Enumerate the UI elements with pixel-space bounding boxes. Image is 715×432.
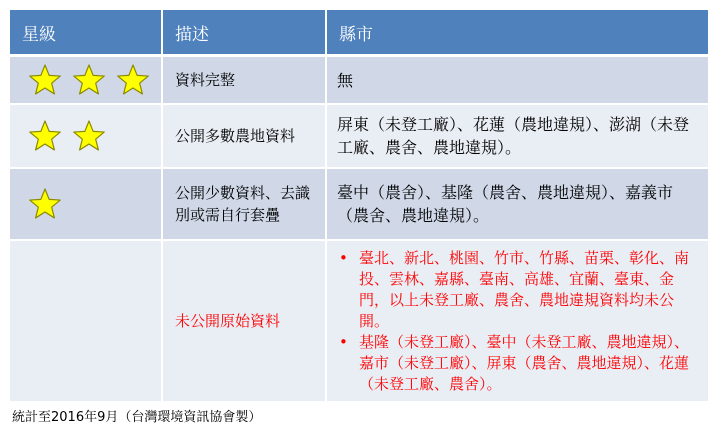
header-county-city: 縣市 <box>326 10 708 56</box>
description-cell: 公開多數農地資料 <box>162 104 326 168</box>
table-row <box>10 104 708 168</box>
star-icon <box>72 120 106 152</box>
table-row <box>10 240 708 402</box>
star-icon <box>28 120 62 152</box>
list-item-text: 基隆（未登工廠）、臺中（未登工廠、農地違規）、嘉市（未登工廠）、屏東（農舍、農地違規）、花蓮（未登工廠、農舍）。 <box>359 332 690 393</box>
star-icon <box>72 64 106 96</box>
table-header-row <box>10 10 708 56</box>
star-rating-cell <box>10 104 162 168</box>
table-row <box>10 168 708 240</box>
description-cell: 未公開原始資料 <box>162 240 326 402</box>
star-icon <box>116 64 150 96</box>
county-city-list <box>337 248 698 395</box>
list-item <box>337 332 698 395</box>
star-rating-cell <box>10 56 162 105</box>
footnote: 統計至2016年9月（台灣環境資訊協會製） <box>12 410 262 425</box>
bullet-dot-icon: • <box>339 332 348 351</box>
list-item-text: 臺北、新北、桃園、竹市、竹縣、苗栗、彰化、南投、雲林、嘉縣、臺南、高雄、宜蘭、臺東、金門，以上未登工廠、農舍、農地違規資料均未公開。 <box>359 248 690 330</box>
table-row <box>10 56 708 105</box>
star-rating-table <box>10 10 708 403</box>
description-cell: 公開少數資料、去識別或需自行套疊 <box>162 168 326 240</box>
header-description: 描述 <box>162 10 326 56</box>
county-city-cell: 無 <box>326 56 708 105</box>
star-rating-cell <box>10 240 162 402</box>
star-icon <box>28 188 62 220</box>
bullet-dot-icon: • <box>339 248 348 267</box>
county-city-cell: 臺中（農舍）、基隆（農舍、農地違規）、嘉義市（農舍、農地違規）。 <box>326 168 708 240</box>
star-icon <box>28 64 62 96</box>
description-cell: 資料完整 <box>162 56 326 105</box>
county-city-cell: 屏東（未登工廠）、花蓮（農地違規）、澎湖（未登工廠、農舍、農地違規）。 <box>326 104 708 168</box>
county-city-cell <box>326 240 708 402</box>
list-item <box>337 248 698 332</box>
star-rating-cell <box>10 168 162 240</box>
header-star-level: 星級 <box>10 10 162 56</box>
